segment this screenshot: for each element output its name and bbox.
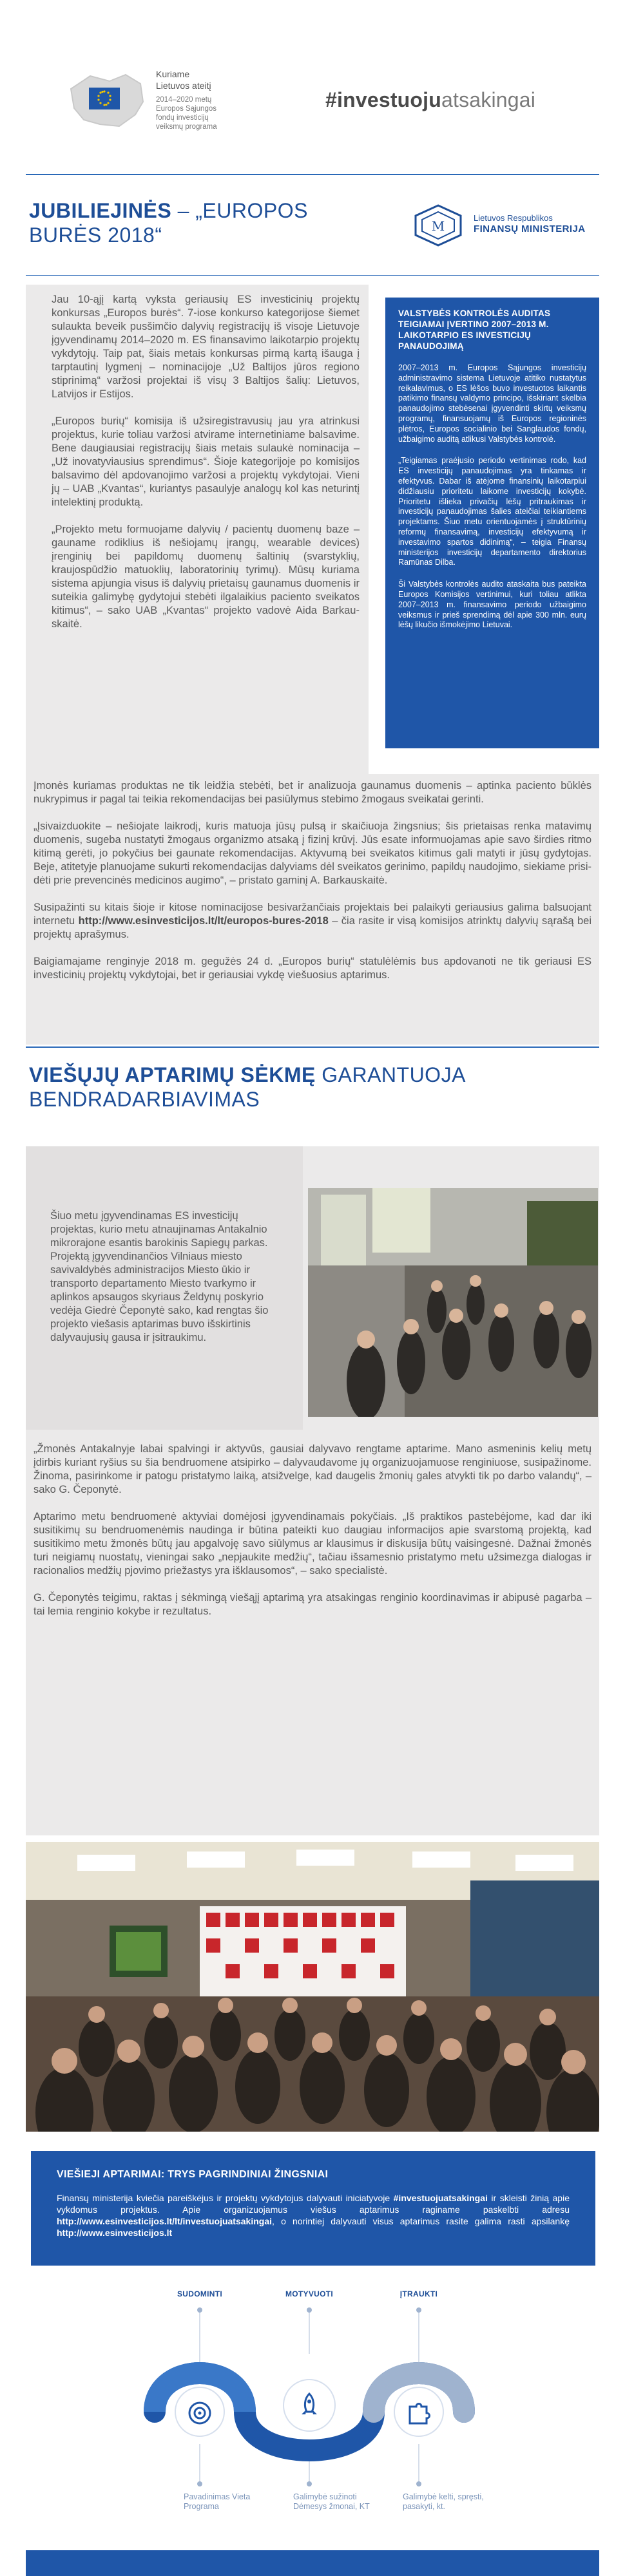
info-link-1[interactable]: http://www.esinvesticijos.lt/lt/investuojuatsakingai bbox=[57, 2216, 272, 2226]
s1-vote-paragraph bbox=[34, 901, 591, 942]
logo-text bbox=[156, 68, 259, 131]
public-meetings-box bbox=[31, 2151, 595, 2266]
section2-title bbox=[29, 1063, 609, 1112]
ministry-logo bbox=[409, 203, 467, 248]
s1-full-paragraph-2: „Įsivaizduokite – nešiojate laikrodį, kuris matuoja jūsų pulsą ir skaičiuoja žingsnius; šis prietaisas renka matavimų duomenis, sugeba nustatyti žmogaus organizmo atsaką į fizinį krūvį. Jūs esate informuojamas apie savo širdies ritmo kitimą gerėti, jo pokyčius bei gaunate rekomendacijas. Aktyvumą bei sveikatos kitimus gali matyti ir jūsų gydytojas. Beje, atitetyje planuojame sukurti rekomendacijas dalyviams dėl sveikatos gerinimo, papildų naudojimo, siekiame prisidėti prie prevencinės medicinos augimo“, – pristato gaminį A. Barkauskaitė. bbox=[34, 820, 591, 886]
audit-info-box bbox=[385, 298, 599, 748]
logo-sub-1: 2014–2020 metų bbox=[156, 96, 212, 104]
audit-box-heading: VALSTYBĖS KONTROLĖS AUDITAS TEIGIAMAI ĮVERTINO 2007–2013 M. LAIKOTARPIO ES INVESTICIJŲ PANAUDOJIMĄ bbox=[398, 308, 551, 351]
vote-text-pre: Susipažinti su kitais šioje ir kitose nominacijose besivaržančiais projektais bei palaikyti geriausius galima balsuojant internetu bbox=[34, 902, 591, 927]
audit-box-paragraph-1: 2007–2013 m. Europos Sąjungos investicijų administravimo sistema Lietuvoje atitiko nustatytus reikalavimus, o ES lėšos buvo investuotos laikantis patikimo finansų valdymo principo, išskiriant skelbia panaudojimo stebėsenai įgyvendinti skirtų veiksmų programų, finansuojamų iš Europos regioninės plėtros, Europos socialinio bei Sanglaudos fondų, užbaigimo auditą atlikusi Valstybės kontrolė. bbox=[398, 363, 586, 444]
target-icon bbox=[186, 2399, 214, 2427]
s1-paragraph-2: „Europos burių“ komisija iš užsiregistravusių jau yra atrinkusi projektus, kurie toliau varžosi atvirame internetiniame balsavime. Bene daugiausiai registracijų šiais metais sulaukė nominacija – „Už inovatyviausius sprendimus“. Šioje kategorijoje po komisijos balsavimo dėl apdovanojimo varžosi a projektų vykdytojai. Vieni jų – UAB „Kvantas“, kuriantys pasaulyje analogų kol kas neturintį intelektinį produktą. bbox=[52, 415, 360, 508]
puzzle-icon bbox=[405, 2399, 433, 2427]
hashtag-bold: #investuoju bbox=[325, 88, 442, 111]
info-box-heading: VIEŠIEJI APTARIMAI: TRYS PAGRINDINIAI ŽINGSNIAI bbox=[57, 2169, 329, 2180]
audit-box-paragraph-3: Ši Valstybės kontrolės audito ataskaita bus pateikta Europos Komisijos vertinimui, kuri toliau atlikta 2007–2013 m. finansavimo periodo užbaigimo veiksmus ir prieš sprendimą dėl apie 300 mln. eurų lėšų likučio išmokėjimo Lietuvai. bbox=[398, 580, 586, 630]
info-hashtag: #investuojuatsakingai bbox=[393, 2193, 488, 2203]
section1-narrow-text bbox=[52, 293, 360, 645]
step-label-3: ĮTRAUKTI bbox=[399, 2289, 438, 2298]
section2-full-text bbox=[34, 1443, 591, 1632]
meeting-photo-2 bbox=[26, 1842, 599, 2132]
section2-title-bold: VIEŠŲJŲ APTARIMŲ SĖKMĘ bbox=[29, 1063, 316, 1086]
info-box-text bbox=[57, 2192, 570, 2239]
meeting-photo-1 bbox=[308, 1188, 598, 1417]
s1-full-paragraph-1: Įmonės kuriamas produktas ne tik leidžia stebėti, bet ir analizuoja gaunamus duomenis – aptinka paciento būklės nukrypimus ir pagal tai teikia rekomendacijas bei pasiūlymus stebimo žmogaus sveikatai gerinti. bbox=[34, 780, 591, 805]
s1-paragraph-1: Jau 10-ąjį kartą vyksta geriausių ES investicinių projektų konkursas „Europos burės“. 7-iose konkurso kategorijose šiemet sulaukta beveik pusšimčio dalyvių registracijų iš visoje Lietuvoje įgyvendinamų 2014–2020 m. ES finansavimo laikotarpio projektų vykdytojų. Taip pat, šiais metais konkursas pirmą kartą išauga į tarptautinį lygmenį – nominacijoje „Už Baltijos jūros regiono stiprinimą“ varžosi projektai iš visų 3 Baltijos šalių: Lietuvos, Latvijos ir Estijos. bbox=[52, 294, 360, 400]
step-desc-3: Galimybė kelti, spręsti, pasakyti, kt. bbox=[403, 2492, 484, 2511]
step-label-1: SUDOMINTI bbox=[177, 2289, 223, 2298]
logo-line2: Lietuvos ateitį bbox=[156, 80, 211, 91]
divider bbox=[26, 275, 599, 276]
section2-narrow-text bbox=[50, 1209, 282, 1358]
info-text-1: Finansų ministerija kviečia pareiškėjus ir projektų vykdytojus dalyvauti iniciatyvoje bbox=[57, 2193, 394, 2203]
divider bbox=[26, 1046, 599, 1048]
info-link-2[interactable]: http://www.esinvesticijos.lt bbox=[57, 2228, 173, 2238]
logo-sub-4: veiksmų programa bbox=[156, 123, 217, 131]
lithuania-map-eu-logo bbox=[64, 70, 145, 131]
s2-full-paragraph-3: G. Čeponytės teigimu, raktas į sėkmingą viešąjį aptarimą yra atsakingas renginio koordinavimas ir abipusė pagarba – tai lemia renginio kokybe ir rezultatus. bbox=[34, 1592, 591, 1617]
step-desc-2: Galimybė sužinoti Dėmesys žmonai, KT bbox=[293, 2492, 370, 2511]
logo-sub-3: fondų investicijų bbox=[156, 114, 209, 122]
ministry-line2: FINANSŲ MINISTERIJA bbox=[474, 223, 586, 234]
info-text-2: ir skleisti žinią apie vykdomus projektus. Apie organizuojamus viešus aptarimus raginame paskelbti adresu bbox=[57, 2193, 570, 2215]
logo-line1: Kuriame bbox=[156, 69, 190, 79]
divider bbox=[26, 174, 599, 175]
s1-paragraph-3: „Projekto metu formuojame dalyvių / pacientų duomenų baze – gauname rodiklius iš nešiojamų įrangų, wearable devices) įrenginių bei papildomų duomenų šaltinių (svarstyklių, kraujospūdžio matuoklių, laboratorinių tyrimų). Mūsų kuriama sistema apjungia visus iš dalyvių prietaisų gaunamus duomenis ir suteikia galimybę gydytojui stebėti ilgalaikius paciento sveikatos kitimus“, – sako UAB „Kvantas“ projekto vadovė Aida Barkauskaitė. bbox=[52, 524, 360, 630]
footer-bar bbox=[26, 2550, 599, 2576]
hashtag-title bbox=[325, 88, 535, 112]
section1-title-bold: JUBILIEJINĖS bbox=[29, 199, 172, 222]
s2-paragraph-1: Šiuo metu įgyvendinamas ES investicijų projektas, kurio metu atnaujinamas Antakalnio mikrorajone esantis barokinis Sapiegų parkas. Projektą įgyvendinančios Vilniaus miesto savivaldybės administracijos Miesto ūkio ir transporto departamento Miesto tvarkymo ir aplinkos apsaugos skyriaus Želdynų poskyrio vedėja Giedrė Čeponytė sako, kad rengtas šio projekto viešasis aptarimas buvo išskirtinis dalyvaujusių gausa ir įsitraukimu. bbox=[50, 1210, 269, 1343]
section1-title-light: – „EUROPOS BURĖS 2018“ bbox=[29, 199, 308, 247]
s2-full-paragraph-2: Aptarimo metu bendruomenė aktyviai domėjosi įgyvendinamais pokyčiais. „Iš praktikos pastebėjome, kad dar iki susitikimų su bendruomenėmis naudinga ir būtina pateikti kuo daugiau informacijos apie svarstomą projektą, kad susitikimo metu žmonės būtų jau apgalvoję savo siūlymus ar klausimus ir diskusija būtų vaisingesnė. Dažnai žmonės turi neigiamų nuostatų, vieningai sako „nepjaukite medžių“, tačiau išsamesnio pristatymo metu užsimezga dialogas ir racionalios medžių pjovimo priežastys yra išklausomos“, – sako specialistė. bbox=[34, 1511, 591, 1577]
section1-title bbox=[29, 198, 364, 247]
s1-final-paragraph: Baigiamajame renginyje 2018 m. gegužės 24 d. „Europos burių“ statulėlėmis bus apdovanoti ne tik geriausi ES investicinių projektų vykdytojai, bet ir geriausiai vykdę viešuosius aptarimus. bbox=[34, 956, 591, 981]
s2-full-paragraph-1: „Žmonės Antakalnyje labai spalvingi ir aktyvūs, gausiai dalyvavo rengtame aptarime. Mano asmeninis kelių metų įdirbis kuriant ryšius su šia bendruomene atsipirko – dalyvaudavome jų organizuojamuose renginiuose, susipažinome. Žinoma, pasirinkome ir patogu pristatymo laiką, atsižvelge, kad daugelis žmonių gales atvykti tik po darbo valandų“, – sako G. Čeponytė. bbox=[34, 1443, 591, 1495]
svg-text:M: M bbox=[431, 218, 445, 234]
info-text-3: , o norintiej dalyvauti visus aptarimus rasite galima rasti apsilankę bbox=[272, 2216, 570, 2226]
ministry-line1: Lietuvos Respublikos bbox=[474, 213, 553, 223]
hashtag-light: atsakingai bbox=[441, 88, 536, 111]
section1-full-text bbox=[34, 779, 591, 996]
step-desc-1: Pavadinimas Vieta Programa bbox=[184, 2492, 251, 2511]
vote-text-post: – čia rasite ir visą komisijos atrinktų dalyvių sąrašą bei projektų aprašymus. bbox=[34, 915, 591, 940]
ministry-name bbox=[474, 213, 602, 234]
vote-link[interactable]: http://www.esinvesticijos.lt/lt/europos-bures-2018 bbox=[78, 915, 329, 927]
step-label-2: MOTYVUOTI bbox=[285, 2289, 334, 2298]
logo-sub-2: Europos Sąjungos bbox=[156, 105, 216, 113]
section2-title-light: GARANTUOJA BENDRADARBIAVIMAS bbox=[29, 1063, 465, 1111]
rocket-icon bbox=[295, 2391, 323, 2420]
audit-box-paragraph-2: „Teigiamas praėjusio periodo vertinimas rodo, kad ES investicijų panaudojimas yra tinkamas ir efektyvus. Dabar iš atėjome finansinių laikotarpiui didžiausiu prioritetu laikome investicijų kokybė. Prioritetu išlieka privačių lėšų pritraukimas ir investicijų panaudojimas šalies ateičiai teikiantiems projektams. Šiuo metu orientuojamės į struktūrinių reformų finansavimą, investicijų efektyvumą ir investavimo spartos didinimą“, – teigia Finansų ministerijos investicijų departamento direktorius Ramūnas Dilba. bbox=[398, 456, 586, 567]
